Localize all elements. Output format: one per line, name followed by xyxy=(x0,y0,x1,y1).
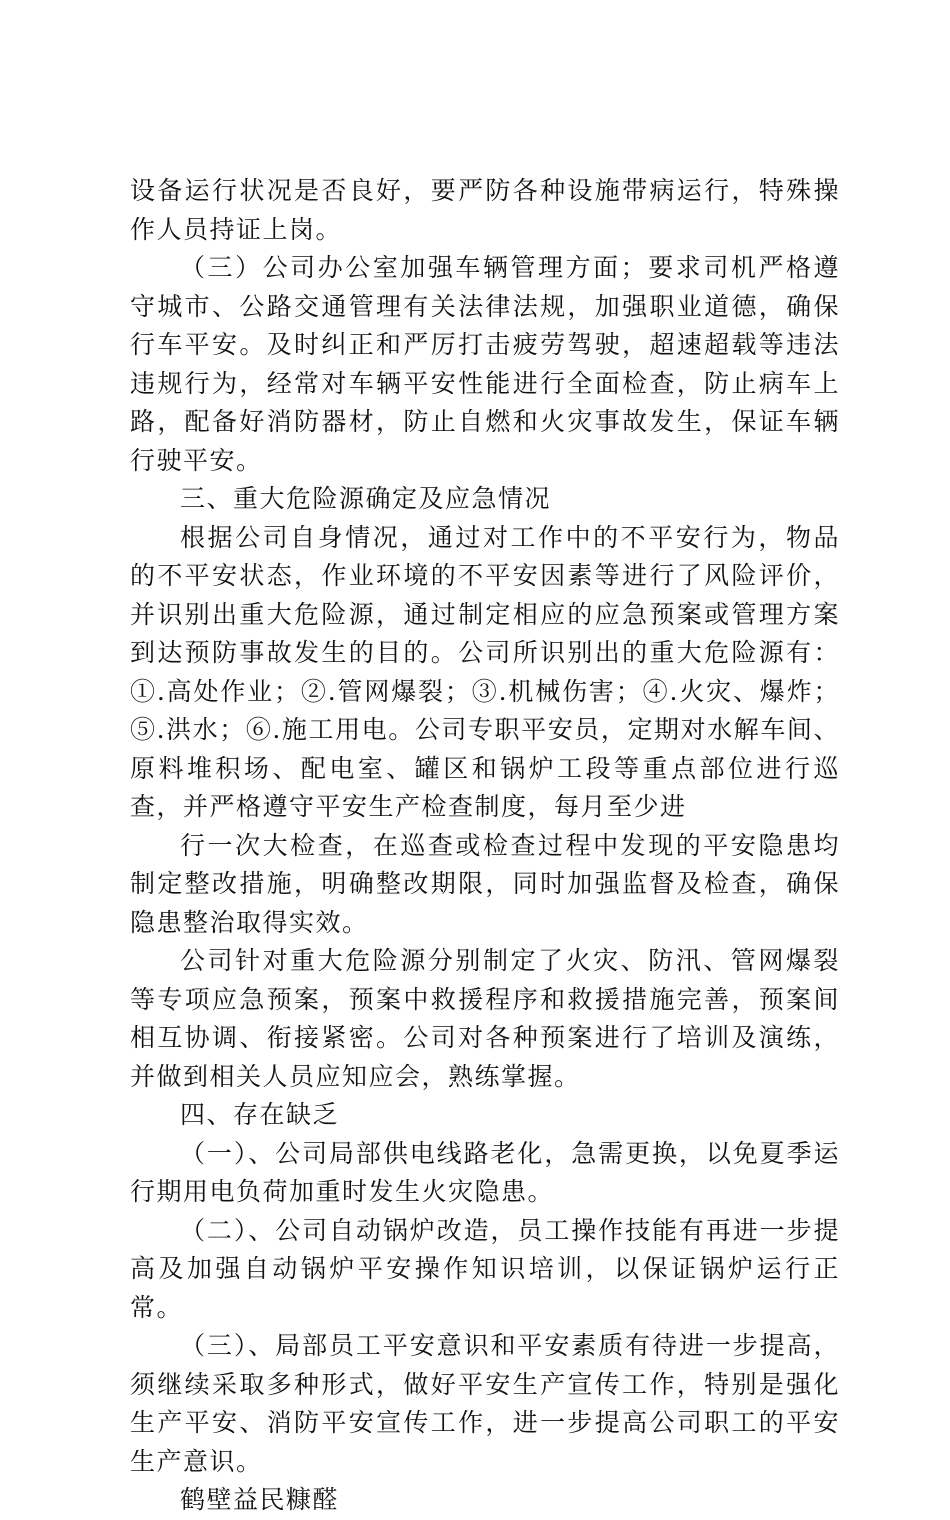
paragraph-inspection: 行一次大检查，在巡查或检查过程中发现的平安隐患均制定整改措施，明确整改期限，同时加强监督及检查，确保隐患整治取得实效。 xyxy=(130,830,840,937)
paragraph-deficiency-1: （一）、公司局部供电线路老化，急需更换，以免夏季运行期用电负荷加重时发生火灾隐患。 xyxy=(130,1138,840,1206)
section-heading-deficiencies: 四、存在缺乏 xyxy=(180,1100,340,1129)
paragraph-deficiency-3: （三）、局部员工平安意识和平安素质有待进一步提高，须继续采取多种形式，做好平安生产宣传工作，特别是强化生产平安、消防平安宣传工作，进一步提高公司职工的平安生产意识。 xyxy=(130,1331,840,1476)
paragraph-continuation: 设备运行状况是否良好，要严防各种设施带病运行，特殊操作人员持证上岗。 xyxy=(130,176,840,244)
paragraph-vehicle-management: （三）公司办公室加强车辆管理方面；要求司机严格遵守城市、公路交通管理有关法律法规，加强职业道德，确保行车平安。及时纠正和严厉打击疲劳驾驶，超速超载等违法违规行为，经常对车辆平安性能进行全面检查，防止病车上路，配备好消防器材，防止自燃和火灾事故发生，保证车辆行驶平安。 xyxy=(130,253,840,475)
paragraph-emergency-plans: 公司针对重大危险源分别制定了火灾、防汛、管网爆裂等专项应急预案，预案中救援程序和救援措施完善，预案间相互协调、衔接紧密。公司对各种预案进行了培训及演练，并做到相关人员应知应会，熟练掌握。 xyxy=(130,946,840,1091)
paragraph-deficiency-2: （二）、公司自动锅炉改造，员工操作技能有再进一步提高及加强自动锅炉平安操作知识培训，以保证锅炉运行正常。 xyxy=(130,1215,840,1322)
document-body xyxy=(130,172,840,1520)
section-heading-hazard-sources: 三、重大危险源确定及应急情况 xyxy=(180,484,552,513)
signature-company-name: 鹤壁益民糠醛 xyxy=(180,1485,340,1514)
paragraph-hazard-identification: 根据公司自身情况，通过对工作中的不平安行为，物品的不平安状态，作业环境的不平安因素等进行了风险评价，并识别出重大危险源，通过制定相应的应急预案或管理方案到达预防事故发生的目的。公司所识别出的重大危险源有：①.高处作业；②.管网爆裂；③.机械伤害；④.火灾、爆炸；⑤.洪水；⑥.施工用电。公司专职平安员，定期对水解车间、原料堆积场、配电室、罐区和锅炉工段等重点部位进行巡查，并严格遵守平安生产检查制度，每月至少进 xyxy=(130,522,840,821)
